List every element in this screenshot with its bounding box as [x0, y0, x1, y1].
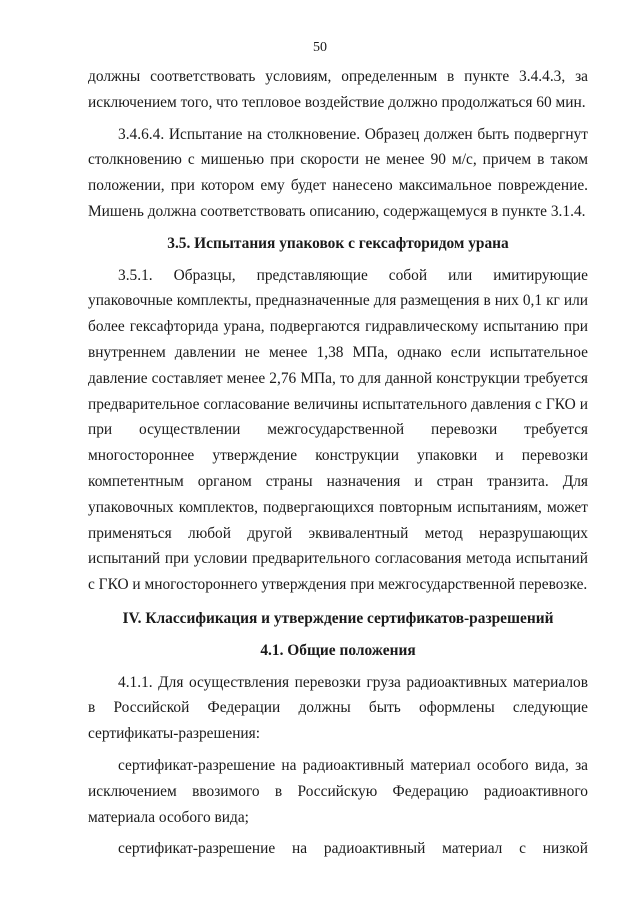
- section-heading-3-5: 3.5. Испытания упаковок с гексафторидом урана: [167, 234, 509, 252]
- paragraph-3-5-1: 3.5.1. Образцы, представляющие собой или имитирующие упаковочные комплекты, предназначенные для размещения в них 0,1 кг или более гексафторида урана, подвергаются гидравлическому испытанию при внутреннем давлении не менее 1,38 МПа, однако если испытательное давление составляет менее 2,76 МПа, то для данной конструкции требуется предварительное согласование величины испытательного давления с ГКО и при осуществлении межгосударственной перевозки требуется многостороннее утверждение конструкции упаковки и перевозки компетентным органом страны назначения и стран транзита. Для упаковочных комплектов, подвергающихся повторным испытаниям, может применяться любой другой эквивалентный метод неразрушающих испытаний при условии предварительного согласования метода испытаний с ГКО и многостороннего утверждения при межгосударственной перевозке.: [88, 266, 588, 594]
- section-heading-4-1: 4.1. Общие положения: [260, 641, 416, 659]
- page-body: [88, 64, 588, 862]
- paragraph-4-1-1: 4.1.1. Для осуществления перевозки груза радиоактивных материалов в Российской Федерации должны быть оформлены следующие сертификаты-разрешения:: [88, 673, 588, 743]
- list-item-low-dispersible: сертификат-разрешение на радиоактивный материал с низкой: [118, 840, 588, 858]
- list-item-special-form: сертификат-разрешение на радиоактивный материал особого вида, за исключением ввозимого в Российскую Федерацию радиоактивного материала особого вида;: [88, 756, 588, 826]
- paragraph-continuation: должны соответствовать условиям, определенным в пункте 3.4.4.3, за исключением того, что тепловое воздействие должно продолжаться 60 мин.: [88, 68, 588, 111]
- paragraph-3-4-6-4: 3.4.6.4. Испытание на столкновение. Образец должен быть подвергнут столкновению с мишенью при скорости не менее 90 м/с, причем в таком положении, при котором ему будет нанесено максимальное повреждение. Мишень должна соответствовать описанию, содержащемуся в пункте 3.1.4.: [88, 125, 588, 220]
- page-number: 50: [313, 40, 327, 55]
- chapter-heading-iv: IV. Классификация и утверждение сертификатов-разрешений: [122, 609, 554, 627]
